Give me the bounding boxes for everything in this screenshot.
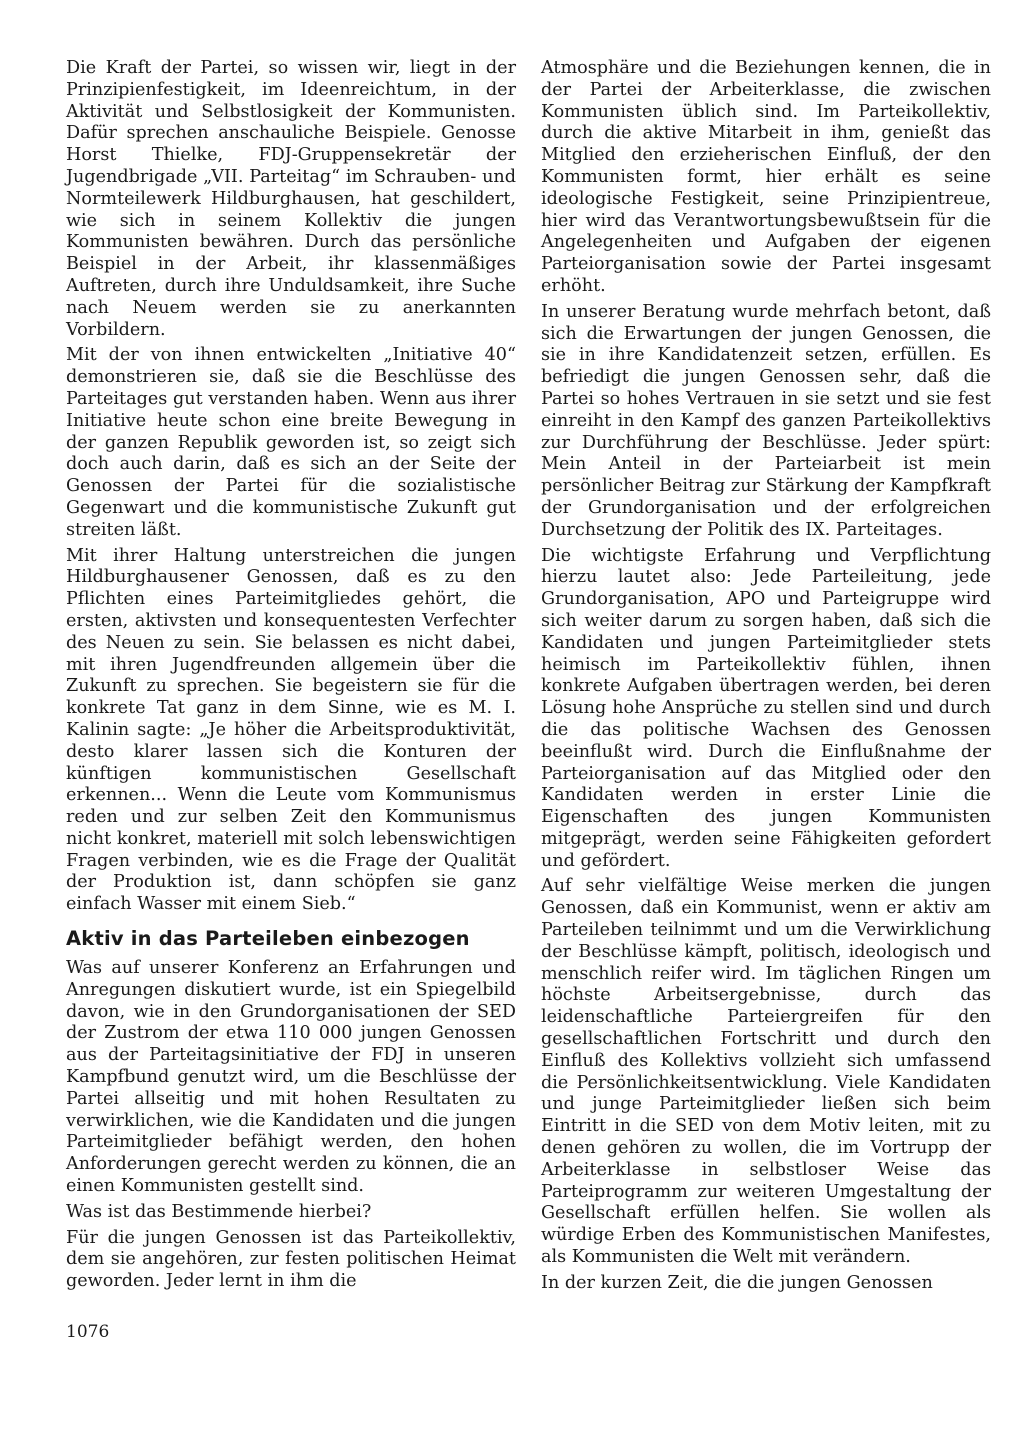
paragraph-hildburghausener-genossen: Mit ihrer Haltung unterstreichen die jungen Hildburghausener Genossen, daß es zu den Pflichten eines Parteimitgliedes gehört, die ersten, aktivsten und konsequentesten Verfechter des Neuen zu sein. Sie belassen es nicht dabei, mit ihren Jugendfreunden allgemein über die Zukunft zu sprechen. Sie begeistern sie für die konkrete Tat ganz in dem Sinne, wie es M. I. Kalinin sagte: „Je höher die Arbeitsproduktivität, desto klarer lassen sich die Konturen der künftigen kommunistischen Gesellschaft erkennen... Wenn die Leute vom Kommunismus reden und zur selben Zeit den Kommunismus nicht konkret, materiell mit solch lebenswichtigen Fragen verbinden, wie es die Frage der Qualität der Produktion ist, dann schöpfen sie ganz einfach Wasser mit einem Sieb.“ <box>66 545 516 915</box>
paragraph-question: Was ist das Bestimmende hierbei? <box>66 1201 372 1222</box>
paragraph-erfahrung: Die wichtigste Erfahrung und Verpflichtung hierzu lautet also: Jede Parteileitung, jede Grundorganisation, APO und Parteigruppe wird sich weiter darum zu sorgen haben, daß sich die Kandidaten und jungen Parteimitglieder stets heimisch im Parteikollektiv fühlen, ihnen konkrete Aufgaben übertragen werden, bei deren Lösung hohe Ansprüche zu stellen sind und durch die das politische Wachsen des Genossen beeinflußt wird. Durch die Einflußnahme der Parteiorganisation auf das Mitglied oder den Kandidaten werden in erster Linie die Eigenschaften des jungen Kommunisten mitgeprägt, werden seine Fähigkeiten gefordert und gefördert. <box>541 545 991 871</box>
paragraph-initiative-40: Mit der von ihnen entwickelten „Initiative 40“ demonstrieren sie, daß sie die Beschlüsse des Parteitages gut verstanden haben. Wenn aus ihrer Initiative heute schon eine breite Bewegung in der ganzen Republik geworden ist, so zeigt sich doch auch darin, daß es sich an der Seite der Genossen der Partei für die sozialistische Gegenwart und die kommunistische Zukunft gut streiten läßt. <box>66 345 516 540</box>
section-heading: Aktiv in das Parteileben einbezogen <box>66 927 470 951</box>
left-column <box>66 58 516 1297</box>
paragraph-vielfaeltige-weise: Auf sehr vielfältige Weise merken die jungen Genossen, daß ein Kommunist, wenn er aktiv am Parteileben teilnimmt und um die Verwirklichung der Beschlüsse kämpft, politisch, ideologisch und menschlich reifer wird. Im täglichen Ringen um höchste Arbeitsergebnisse, durch das leidenschaftliche Parteiergreifen für den gesellschaftlichen Fortschritt und durch den Einfluß des Kollektivs vollzieht sich umfassend die Persönlichkeitsentwicklung. Viele Kandidaten und junge Parteimitglieder ließen sich beim Eintritt in die SED von dem Motiv leiten, mit zu denen gehören zu wollen, die im Vortrupp der Arbeiterklasse in selbstloser Weise das Parteiprogramm zur weiteren Umgestaltung der Gesellschaft erfüllen helfen. Sie wollen als würdige Erben des Kommunistischen Manifestes, als Kommunisten die Welt mit verändern. <box>541 876 991 1268</box>
paragraph-kraft-der-partei: Die Kraft der Partei, so wissen wir, liegt in der Prinzipienfestigkeit, im Ideenreichtum, in der Aktivität und Selbstlosigkeit der Kommunisten. Dafür sprechen anschauliche Beispiele. Genosse Horst Thielke, FDJ-Gruppensekretär der Jugendbrigade „VII. Parteitag“ im Schrauben- und Normteilewerk Hildburghausen, hat geschildert, wie sich in seinem Kollektiv die jungen Kommunisten bewähren. Durch das persönliche Beispiel in der Arbeit, ihr klassenmäßiges Auftreten, durch ihre Unduldsamkeit, ihre Suche nach Neuem werden sie zu anerkannten Vorbildern. <box>66 58 516 340</box>
paragraph-beratung: In unserer Beratung wurde mehrfach betont, daß sich die Erwartungen der jungen Genossen, die sie in ihre Kandidatenzeit setzen, erfüllen. Es befriedigt die jungen Genossen sehr, daß die Partei so hohes Vertrauen in sie setzt und sie fest einreiht in den Kampf des ganzen Parteikollektivs zur Durchführung der Beschlüsse. Jeder spürt: Mein Anteil in der Parteiarbeit ist mein persönlicher Beitrag zur Stärkung der Kampfkraft der Grundorganisation und der erfolgreichen Durchsetzung der Politik des IX. Parteitages. <box>541 301 991 540</box>
paragraph-konferenz: Was auf unserer Konferenz an Erfahrungen und Anregungen diskutiert wurde, ist ein Spiegelbild davon, wie in den Grundorganisationen der SED der Zustrom der etwa 110 000 jungen Genossen aus der Parteitagsinitiative der FDJ in unseren Kampfbund genutzt wird, um die Beschlüsse der Partei allseitig und mit hohen Resultaten zu verwirklichen, wie die Kandidaten und die jungen Parteimitglieder befähigt werden, den hohen Anforderungen gerecht werden zu können, die an einen Kommunisten gestellt sind. <box>66 958 516 1197</box>
page-number: 1076 <box>66 1322 110 1342</box>
paragraph-parteikollektiv: Für die jungen Genossen ist das Parteikollektiv, dem sie angehören, zur festen politischen Heimat geworden. Jeder lernt in ihm die <box>66 1227 516 1292</box>
right-column <box>541 58 991 1299</box>
paragraph-kurze-zeit: In der kurzen Zeit, die die jungen Genossen <box>541 1272 933 1293</box>
paragraph-atmosphaere: Atmosphäre und die Beziehungen kennen, die in der Partei der Arbeiterklasse, die zwischen Kommunisten üblich sind. Im Parteikollektiv, durch die aktive Mitarbeit in ihm, genießt das Mitglied den erzieherischen Einfluß, der den Kommunisten formt, hier erhält es seine ideologische Festigkeit, seine Prinzipientreue, hier wird das Verantwortungsbewußtsein für die Angelegenheiten und Aufgaben der eigenen Parteiorganisation sowie der Partei insgesamt erhöht. <box>541 58 991 296</box>
